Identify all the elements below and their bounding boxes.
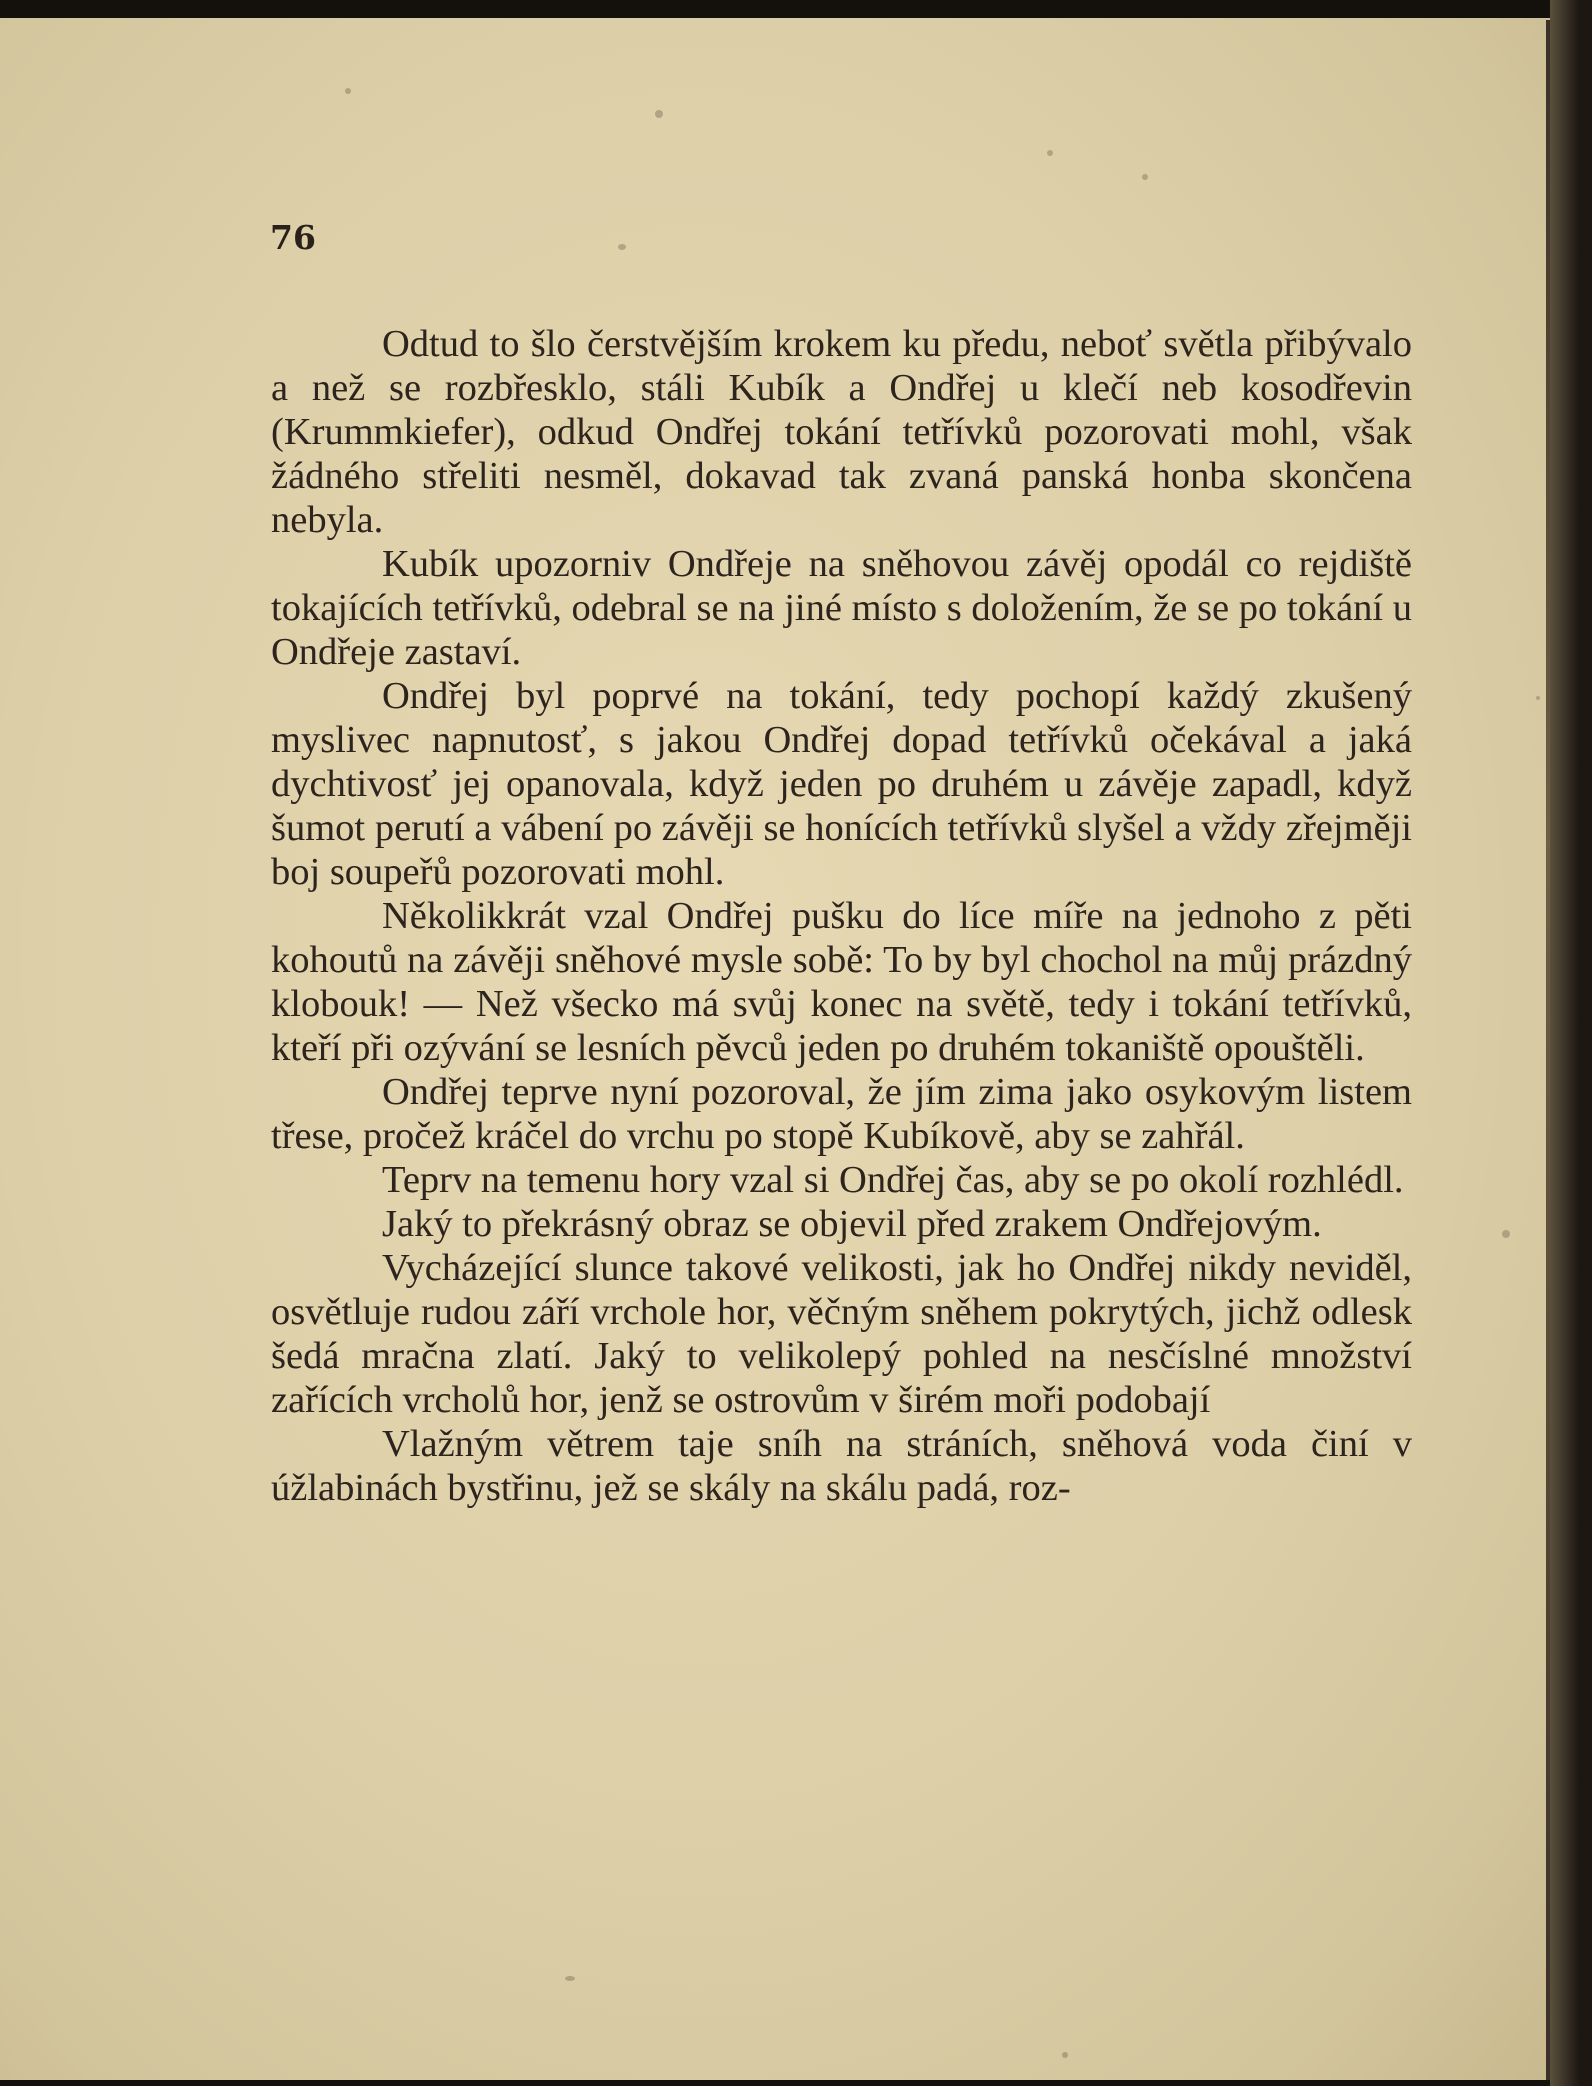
ink-speck <box>565 1976 575 1981</box>
paragraph: Vycházející slunce takové velikosti, jak ho Ondřej nikdy neviděl, osvětluje rudou září vrchole hor, věčným sněhem pokrytých, jichž odlesk šedá mračna zlatí. Jaký to velikolepý pohled na nesčíslné množství zařících vrcholů hor, jenž se ostrovům v širém moři podobají <box>271 1247 1412 1421</box>
ink-speck <box>345 88 351 94</box>
ink-speck <box>1047 150 1053 156</box>
paragraph: Kubík upozorniv Ondřeje na sněhovou závěj opodál co rejdiště tokajících tetřívků, odebral se na jiné místo s doložením, že se po tokání u Ondřeje zastaví. <box>271 543 1412 673</box>
paragraph: Jaký to překrásný obraz se objevil před zrakem Ondřejovým. <box>382 1203 1322 1245</box>
ink-speck <box>655 110 663 118</box>
ink-speck <box>1536 696 1540 700</box>
paragraph: Několikkrát vzal Ondřej pušku do líce míře na jednoho z pěti kohoutů na závěji sněhové mysle sobě: To by byl chochol na můj prázdný klobouk! — Než všecko má svůj konec na světě, tedy i tokání tetřívků, kteří při ozývání se lesních pěvců jeden po druhém tokaniště opouštěli. <box>271 895 1412 1069</box>
paragraph: Odtud to šlo čerstvějším krokem ku předu, neboť světla přibývalo a než se rozbřesklo, stáli Kubík a Ondřej u klečí neb kosodřevin (Krummkiefer), odkud Ondřej tokání tetřívků pozorovati mohl, však žádného střeliti nesměl, dokavad tak zvaná panská honba skončena nebyla. <box>271 323 1412 541</box>
ink-speck <box>1142 174 1148 180</box>
paragraph: Ondřej byl poprvé na tokání, tedy pochopí každý zkušený myslivec napnutosť, s jakou Ondřej dopad tetřívků očekával a jaká dychtivosť jej opanovala, když jeden po druhém u závěje zapadl, když šumot perutí a vábení po závěji se honících tetřívků slyšel a vždy zřejměji boj soupeřů pozorovati mohl. <box>271 675 1412 893</box>
page-edge-shadow <box>1550 0 1592 2086</box>
paragraph: Teprv na temenu hory vzal si Ondřej čas, aby se po okolí rozhlédl. <box>382 1159 1404 1201</box>
ink-speck <box>1502 1230 1510 1238</box>
paragraph: Vlažným větrem taje sníh na stráních, sněhová voda činí v úžlabinách bystřinu, jež se skály na skálu padá, roz- <box>271 1423 1412 1509</box>
ink-speck <box>1062 2052 1068 2058</box>
page-number: 76 <box>270 218 316 257</box>
body-text <box>271 322 1412 1510</box>
paragraph: Ondřej teprve nyní pozoroval, že jím zima jako osykovým listem třese, pročež kráčel do vrchu po stopě Kubíkově, aby se zahřál. <box>271 1071 1412 1157</box>
ink-speck <box>618 244 626 250</box>
paper-sheet <box>0 18 1550 2080</box>
